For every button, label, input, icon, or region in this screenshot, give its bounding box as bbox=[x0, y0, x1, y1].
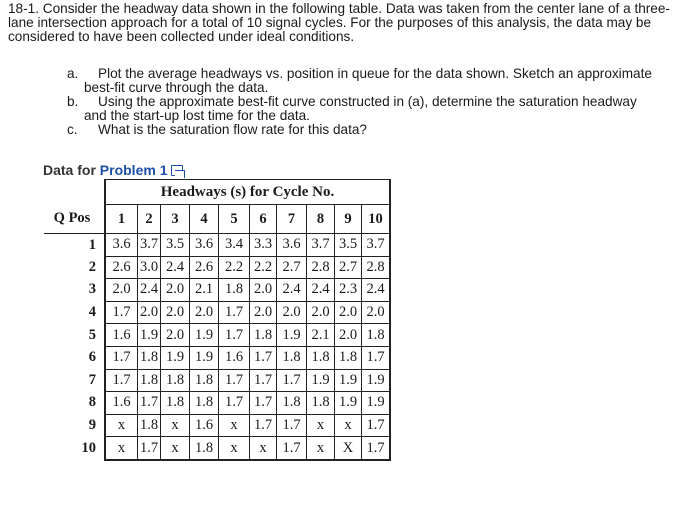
queue-position: 2 bbox=[88, 258, 96, 275]
headway-cell: 1.8 bbox=[190, 437, 219, 460]
headway-cell: 1.7 bbox=[277, 414, 307, 437]
headway-cell: x bbox=[307, 437, 335, 460]
headway-cell: 3.5 bbox=[161, 234, 190, 257]
headway-cell: 1.9 bbox=[277, 324, 307, 347]
headway-cell: 3.4 bbox=[219, 234, 250, 257]
caption-prefix: Data for bbox=[43, 162, 100, 178]
headway-cell: 1.9 bbox=[307, 369, 335, 392]
headway-cell: 1.7 bbox=[250, 346, 277, 369]
headway-cell: x bbox=[335, 414, 362, 437]
headway-cell: 1.9 bbox=[335, 392, 362, 415]
headway-cell: 2.6 bbox=[105, 256, 138, 279]
headway-cell: 1.9 bbox=[362, 369, 391, 392]
headway-cell: x bbox=[161, 414, 190, 437]
headway-cell: 2.3 bbox=[335, 279, 362, 302]
headway-cell: 1.6 bbox=[190, 414, 219, 437]
headway-cell: 3.6 bbox=[105, 234, 138, 257]
headway-cell: 1.7 bbox=[105, 369, 138, 392]
headway-cell: 2.8 bbox=[307, 256, 335, 279]
part-c-line1: What is the saturation flow rate for this data? bbox=[98, 122, 367, 137]
headway-cell: 2.0 bbox=[161, 301, 190, 324]
headway-cell: 1.8 bbox=[190, 369, 219, 392]
headway-cell: 1.9 bbox=[138, 324, 161, 347]
headway-cell: 2.0 bbox=[335, 301, 362, 324]
headway-cell: x bbox=[105, 437, 138, 460]
headway-cell: 1.7 bbox=[105, 346, 138, 369]
headway-table bbox=[44, 179, 391, 461]
table-row bbox=[44, 234, 390, 257]
headway-cell: 2.0 bbox=[190, 301, 219, 324]
headway-cell: 1.7 bbox=[219, 301, 250, 324]
headway-cell: x bbox=[105, 414, 138, 437]
queue-position: 10 bbox=[81, 439, 96, 456]
headway-cell: x bbox=[161, 437, 190, 460]
headway-cell: 1.6 bbox=[219, 346, 250, 369]
headway-cell: 2.0 bbox=[105, 279, 138, 302]
headway-cell: 1.9 bbox=[362, 392, 391, 415]
headway-cell: 2.1 bbox=[190, 279, 219, 302]
headway-cell: 3.3 bbox=[250, 234, 277, 257]
headway-cell: 1.8 bbox=[161, 392, 190, 415]
headway-cell: 1.9 bbox=[161, 346, 190, 369]
table-row bbox=[44, 279, 390, 302]
headway-cell: 1.8 bbox=[138, 346, 161, 369]
cycle-header: 10 bbox=[362, 205, 391, 234]
headway-cell: 2.0 bbox=[161, 279, 190, 302]
part-b-line1: Using the approximate best-fit curve constructed in (a), determine the saturation headway bbox=[98, 94, 637, 109]
headway-cell: 2.0 bbox=[307, 301, 335, 324]
headway-cell: 2.0 bbox=[250, 279, 277, 302]
headway-cell: 1.8 bbox=[138, 414, 161, 437]
headway-cell: 2.0 bbox=[138, 301, 161, 324]
headway-cell: 1.7 bbox=[138, 437, 161, 460]
queue-position: 6 bbox=[88, 349, 96, 366]
problem-parts bbox=[67, 67, 697, 137]
table-title: Headways (s) for Cycle No. bbox=[105, 180, 390, 205]
headway-cell: 2.4 bbox=[362, 279, 391, 302]
part-a bbox=[67, 67, 697, 95]
headway-cell: 1.7 bbox=[219, 369, 250, 392]
headway-cell: 1.8 bbox=[307, 346, 335, 369]
headway-cell: 1.6 bbox=[105, 392, 138, 415]
headway-cell: 1.8 bbox=[277, 392, 307, 415]
table-row bbox=[44, 437, 390, 460]
part-b-marker: b. bbox=[67, 94, 79, 109]
part-a-line2: best-fit curve through the data. bbox=[84, 80, 269, 95]
headway-cell: 2.2 bbox=[219, 256, 250, 279]
table-row bbox=[44, 414, 390, 437]
headway-cell: 1.7 bbox=[250, 414, 277, 437]
queue-position: 7 bbox=[88, 371, 96, 388]
headway-cell: 1.6 bbox=[105, 324, 138, 347]
headway-cell: 1.8 bbox=[362, 324, 391, 347]
headway-cell: 2.0 bbox=[277, 301, 307, 324]
cycle-header: 9 bbox=[335, 205, 362, 234]
headway-cell: 2.6 bbox=[190, 256, 219, 279]
headway-cell: 3.7 bbox=[362, 234, 391, 257]
headway-cell: 1.8 bbox=[250, 324, 277, 347]
headway-cell: 3.5 bbox=[335, 234, 362, 257]
headway-cell: 2.4 bbox=[307, 279, 335, 302]
headway-cell: 3.7 bbox=[307, 234, 335, 257]
cycle-header: 4 bbox=[190, 205, 219, 234]
problem-statement: 18-1. Consider the headway data shown in the following table. Data was taken from the center lane of a three-lane intersection approach for a total of 10 signal cycles. For the purposes of this analysis, the data may be considered to have been collected under ideal conditions. bbox=[8, 1, 670, 44]
headway-cell: 2.7 bbox=[277, 256, 307, 279]
cycle-header: 7 bbox=[277, 205, 307, 234]
headway-cell: 1.7 bbox=[362, 414, 391, 437]
headway-cell: 2.8 bbox=[362, 256, 391, 279]
q-pos-header: Q Pos bbox=[44, 205, 105, 234]
external-link-icon[interactable] bbox=[171, 165, 183, 176]
headway-cell: x bbox=[219, 414, 250, 437]
headway-cell: 2.0 bbox=[335, 324, 362, 347]
queue-position: 9 bbox=[88, 417, 96, 434]
headway-cell: x bbox=[250, 437, 277, 460]
headway-cell: x bbox=[307, 414, 335, 437]
cycle-header: 6 bbox=[250, 205, 277, 234]
table-row bbox=[44, 256, 390, 279]
queue-position: 3 bbox=[88, 281, 96, 298]
headway-cell: 2.1 bbox=[307, 324, 335, 347]
headway-cell: 1.8 bbox=[138, 369, 161, 392]
headway-cell: 1.9 bbox=[190, 346, 219, 369]
part-a-line1: Plot the average headways vs. position in queue for the data shown. Sketch an approximate bbox=[98, 66, 652, 81]
queue-position: 4 bbox=[88, 304, 96, 321]
headway-cell: 2.0 bbox=[161, 324, 190, 347]
part-a-marker: a. bbox=[67, 66, 79, 81]
headway-cell: 2.4 bbox=[138, 279, 161, 302]
headway-cell: 1.8 bbox=[190, 392, 219, 415]
headway-cell: X bbox=[335, 437, 362, 460]
queue-position: 1 bbox=[88, 236, 96, 253]
headway-cell: 2.7 bbox=[335, 256, 362, 279]
headway-cell: 3.6 bbox=[277, 234, 307, 257]
headway-cell: 1.7 bbox=[362, 346, 391, 369]
part-b-line2: and the start-up lost time for the data. bbox=[84, 108, 310, 123]
cycle-header: 1 bbox=[105, 205, 138, 234]
headway-cell: 1.7 bbox=[219, 324, 250, 347]
table-row bbox=[44, 324, 390, 347]
part-c bbox=[67, 123, 697, 137]
headway-cell: 1.7 bbox=[362, 437, 391, 460]
cycle-header: 8 bbox=[307, 205, 335, 234]
part-b bbox=[67, 95, 697, 123]
headway-cell: 3.0 bbox=[138, 256, 161, 279]
headway-cell: 2.4 bbox=[161, 256, 190, 279]
headway-cell: 1.8 bbox=[277, 346, 307, 369]
headway-cell: 2.4 bbox=[277, 279, 307, 302]
headway-cell: 1.7 bbox=[219, 392, 250, 415]
cycle-header: 3 bbox=[161, 205, 190, 234]
headway-cell: 1.9 bbox=[190, 324, 219, 347]
table-row bbox=[44, 392, 390, 415]
headway-cell: x bbox=[219, 437, 250, 460]
table-row bbox=[44, 346, 390, 369]
headway-cell: 3.6 bbox=[190, 234, 219, 257]
headway-cell: 1.9 bbox=[335, 369, 362, 392]
headway-cell: 1.8 bbox=[219, 279, 250, 302]
headway-cell: 1.7 bbox=[138, 392, 161, 415]
headway-cell: 1.7 bbox=[105, 301, 138, 324]
table-caption bbox=[43, 162, 183, 178]
headway-cell: 1.8 bbox=[307, 392, 335, 415]
headway-cell: 2.0 bbox=[250, 301, 277, 324]
headway-cell: 1.7 bbox=[250, 369, 277, 392]
headway-cell: 1.8 bbox=[161, 369, 190, 392]
queue-position: 5 bbox=[88, 326, 96, 343]
headway-cell: 1.7 bbox=[250, 392, 277, 415]
headway-cell: 1.7 bbox=[277, 369, 307, 392]
problem-link[interactable]: Problem 1 bbox=[99, 162, 168, 178]
headway-cell: 1.8 bbox=[335, 346, 362, 369]
headway-cell: 2.0 bbox=[362, 301, 391, 324]
headway-cell: 3.7 bbox=[138, 234, 161, 257]
queue-position: 8 bbox=[88, 394, 96, 411]
cycle-header: 2 bbox=[138, 205, 161, 234]
cycle-header: 5 bbox=[219, 205, 250, 234]
table-row bbox=[44, 369, 390, 392]
table-row bbox=[44, 301, 390, 324]
headway-cell: 2.2 bbox=[250, 256, 277, 279]
headway-cell: 1.7 bbox=[277, 437, 307, 460]
part-c-marker: c. bbox=[67, 122, 78, 137]
